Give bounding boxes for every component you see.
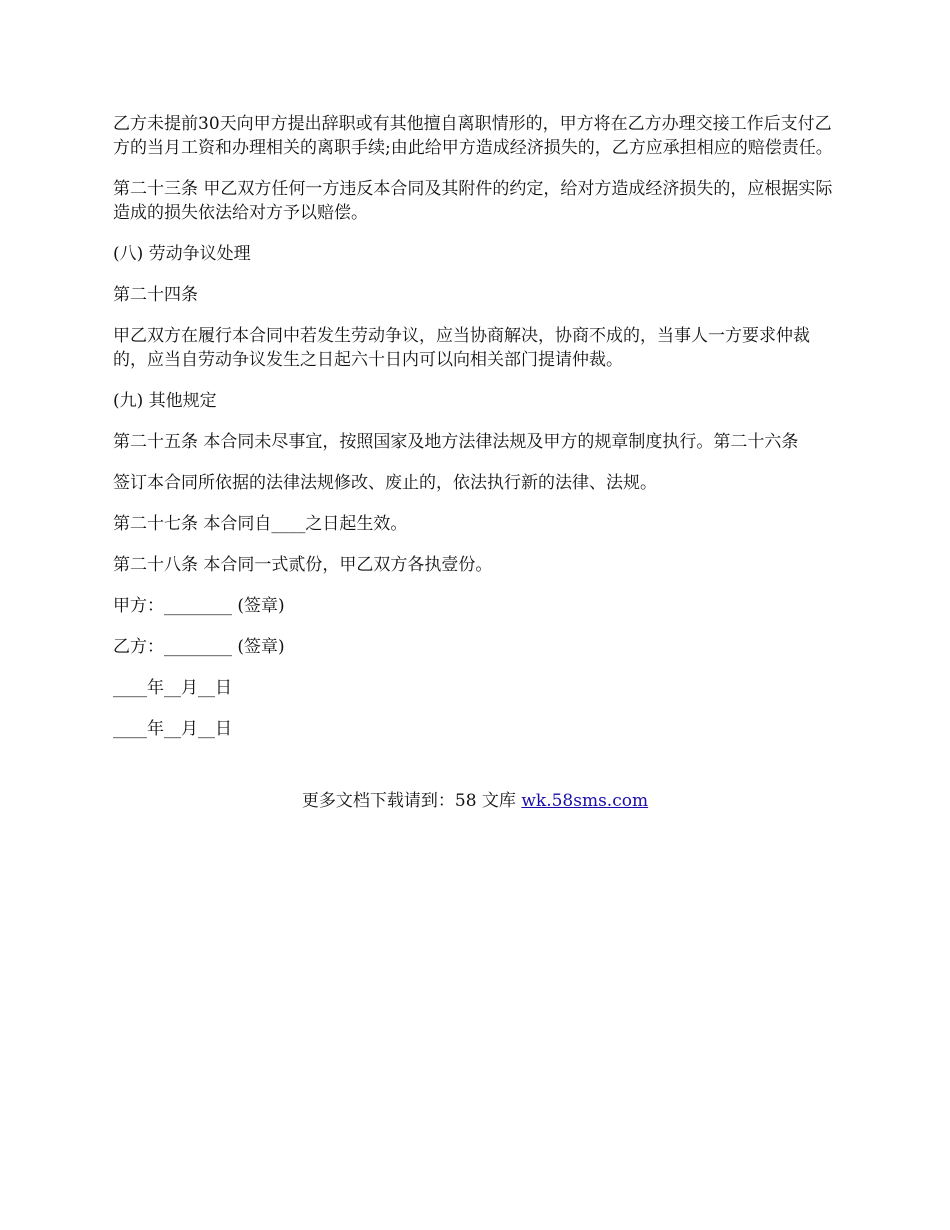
paragraph-article-24-body: 甲乙双方在履行本合同中若发生劳动争议，应当协商解决，协商不成的，当事人一方要求仲裁的，应当自劳动争议发生之日起六十日内可以向相关部门提请仲裁。 [113,326,810,370]
footer-text: 更多文档下载请到：58 文库 [301,791,522,811]
date-line-1: ____年__月__日 [113,678,232,698]
signature-party-b: 乙方：________ (签章) [113,637,285,657]
footer-download-note [0,789,950,813]
signature-party-a: 甲方：________ (签章) [113,596,285,616]
date-line-2: ____年__月__日 [113,719,232,739]
document-body [113,112,838,758]
paragraph-article-24-title: 第二十四条 [113,285,198,305]
paragraph-article-27: 第二十七条 本合同自____之日起生效。 [113,514,408,534]
paragraph-article-23: 第二十三条 甲乙双方任何一方违反本合同及其附件的约定，给对方造成经济损失的，应根据实际造成的损失依法给对方予以赔偿。 [113,179,833,223]
paragraph-resignation-terms: 乙方未提前30天向甲方提出辞职或有其他擅自离职情形的，甲方将在乙方办理交接工作后支付乙方的当月工资和办理相关的离职手续;由此给甲方造成经济损失的，乙方应承担相应的赔偿责任。 [113,114,833,158]
paragraph-article-26-body: 签订本合同所依据的法律法规修改、废止的，依法执行新的法律、法规。 [113,473,657,493]
section-heading-labor-dispute: (八) 劳动争议处理 [113,244,251,264]
section-heading-other-rules: (九) 其他规定 [113,391,217,411]
paragraph-article-25: 第二十五条 本合同未尽事宜，按照国家及地方法律法规及甲方的规章制度执行。第二十六条 [113,432,799,452]
paragraph-article-28: 第二十八条 本合同一式贰份，甲乙双方各执壹份。 [113,555,493,575]
footer-link[interactable]: wk.58sms.com [521,791,649,811]
